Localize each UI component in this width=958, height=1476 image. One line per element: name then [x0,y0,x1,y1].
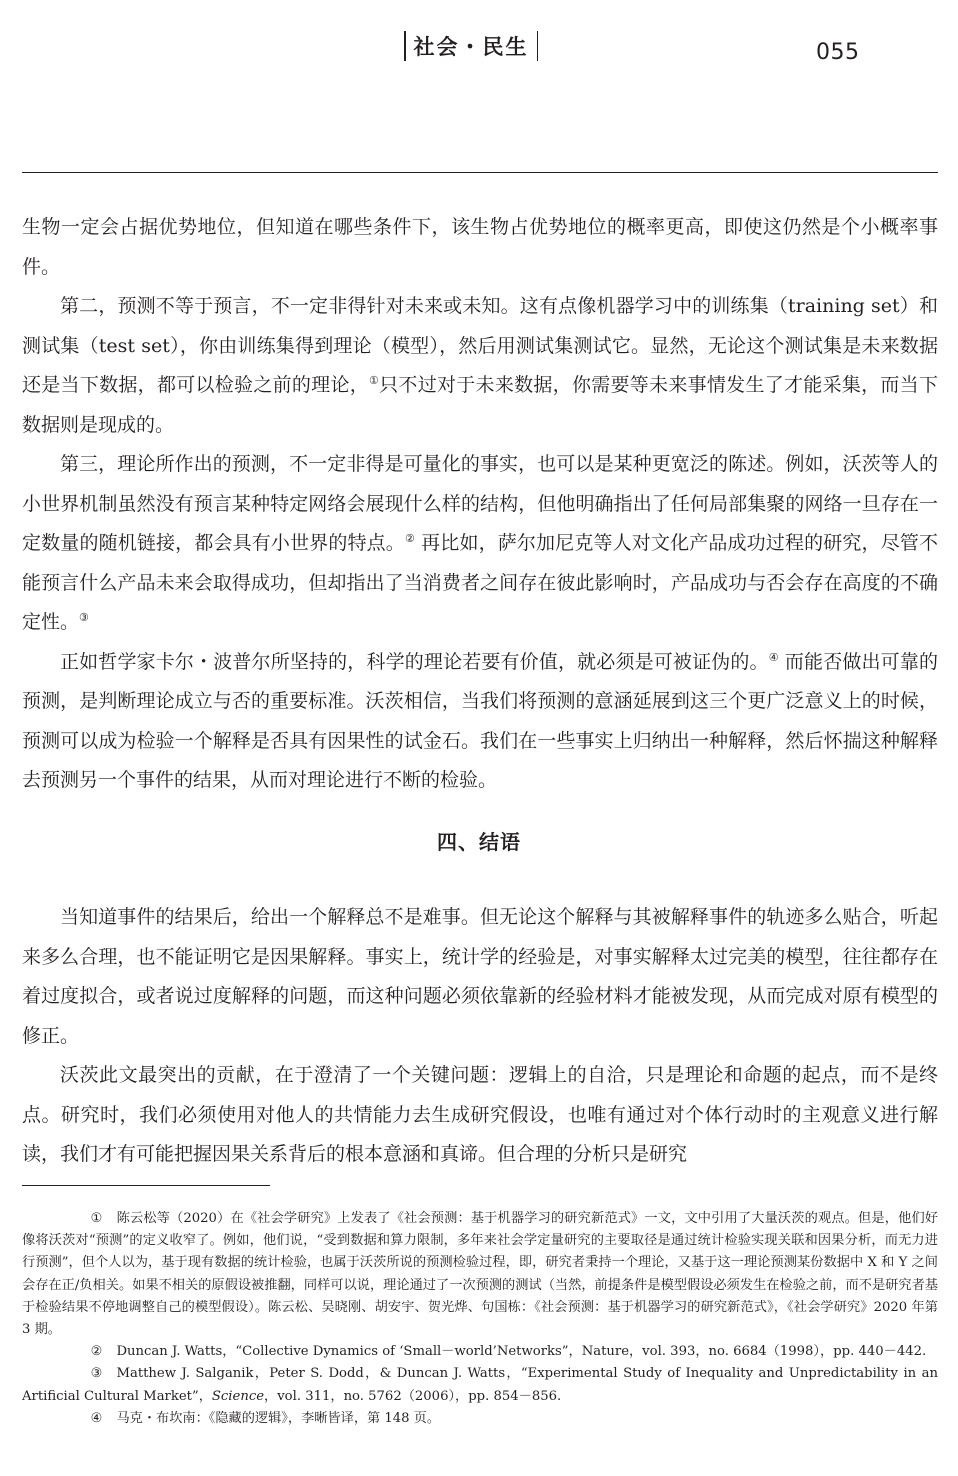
paragraph-text: 第三，理论所作出的预测，不一定非得是可量化的事实，也可以是某种更宽泛的陈述。例如，沃茨等人的小世界机制虽然没有预言某种特定网络会展现什么样的结构，但他明确指出了任何局部集聚的网络一旦存在一定数量的随机链接，都会具有小世界的特点。 [22,453,938,554]
footnote-number: ④ [90,1410,103,1426]
header-rule [22,172,938,173]
paragraph-popper [22,643,938,801]
conclusion-paragraph-2: 沃茨此文最突出的贡献，在于澄清了一个关键问题：逻辑上的自洽，只是理论和命题的起点，而不是终点。研究时，我们必须使用对他人的共情能力去生成研究假设，也唯有通过对个体行动时的主观意义进行解读，我们才有可能把握因果关系背后的根本意涵和真谛。但合理的分析只是研究 [22,1064,938,1165]
footnotes [22,1208,938,1430]
footnote-4 [22,1408,938,1430]
footnote-text: Matthew J. Salganik，Peter S. Dodd，& Duncan J. Watts，“Experimental Study of Inequality and Unpredictability in an Artificial Cultural Market”， [22,1366,938,1404]
paragraph-text: 再比如，萨尔加尼克等人对文化产品成功过程的研究，尽管不能预言什么产品未来会取得成功，但却指出了当消费者之间存在彼此影响时，产品成功与否会存在高度的不确定性。 [22,532,938,633]
footnote-number: ① [90,1211,103,1226]
footnote-text: Duncan J. Watts，“Collective Dynamics of ‘Small－world’Networks”，Nature，vol. 393，no. 6684（1998），pp. 440－442. [116,1344,927,1360]
paragraph-text: 第二，预测不等于预言，不一定非得针对未来或未知。这有点像机器学习中的训练集（training set）和测试集（test set），你由训练集得到理论（模型），然后用测试集测试它。显然，无论这个测试集是未来数据还是当下数据，都可以检验之前的理论， [22,295,938,396]
footnote-rule [22,1185,270,1186]
paragraph-third-point [22,445,938,643]
footnote-text: 陈云松等（2020）在《社会学研究》上发表了《社会预测：基于机器学习的研究新范式》一文，文中引用了大量沃茨的观点。但是，他们好像将沃茨对“预测”的定义收窄了。例如，他们说，“受到数据和算力限制，多年来社会学定量研究的主要取径是通过统计检验实现关联和因果分析，而无力进行预测”，但个人以为，基于现有数据的统计检验，也属于沃茨所说的预测检验过程，即，研究者秉持一个理论，又基于这一理论预测某份数据中 X 和 Y 之间会存在正/负相关。如果不相关的原假设被推翻，同样可以说，理论通过了一次预测的测试（当然，前提条件是模型假设必须发生在检验之前，而不是研究者基于检验结果不停地调整自己的模型假设）。陈云松、吴晓刚、胡安宇、贺光烨、句国栋：《社会预测：基于机器学习的研究新范式》，《社会学研究》2020 年第 3 期。 [22,1211,938,1338]
conclusion-paragraph-1: 当知道事件的结果后，给出一个解释总不是难事。但无论这个解释与其被解释事件的轨迹多么贴合，听起来多么合理，也不能证明它是因果解释。事实上，统计学的经验是，对事实解释太过完美的模型，往往都存在着过度拟合，或者说过度解释的问题，而这种问题必须依靠新的经验材料才能被发现，从而完成对原有模型的修正。 [22,906,938,1047]
footnote-ref-2: ② [404,532,415,545]
footnote-ref-3: ③ [79,611,89,624]
footnote-number: ② [90,1344,103,1360]
header-right-bar [537,31,539,61]
footnote-3 [22,1363,938,1407]
footnote-text: ，vol. 311，no. 5762（2006），pp. 854－856. [264,1388,562,1404]
footnote-text: 马克・布坎南：《隐藏的逻辑》，李晰皆译，第 148 页。 [116,1410,441,1426]
footnote-number: ③ [90,1366,103,1382]
section-title: 社会・民生 [413,35,529,59]
running-header-section [396,30,546,62]
journal-title: Science [211,1388,265,1404]
paragraph-continuation: 生物一定会占据优势地位，但知道在哪些条件下，该生物占优势地位的概率更高，即使这仍然是个小概率事件。 [22,216,938,278]
paragraph-text: 只不过对于未来数据，你需要等未来事情发生了才能采集，而当下数据则是现成的。 [22,374,938,436]
paragraph-text: 正如哲学家卡尔・波普尔所坚持的，科学的理论若要有价值，就必须是可被证伪的。 [60,650,769,673]
footnote-2 [22,1341,938,1363]
footnote-ref-4: ④ [768,650,779,664]
body-text [22,208,938,801]
section-heading: 四、结语 [437,830,521,854]
paragraph-second-point [22,287,938,445]
footnote-ref-1: ① [369,374,380,387]
conclusion-text [22,898,938,1175]
page-number: 055 [816,40,860,65]
footnote-1 [22,1208,938,1341]
paragraph-text: 而能否做出可靠的预测，是判断理论成立与否的重要标准。沃茨相信，当我们将预测的意涵延展到这三个更广泛意义上的时候，预测可以成为检验一个解释是否具有因果性的试金石。我们在一些事实上归纳出一种解释，然后怀揣这种解释去预测另一个事件的结果，从而对理论进行不断的检验。 [22,650,938,791]
